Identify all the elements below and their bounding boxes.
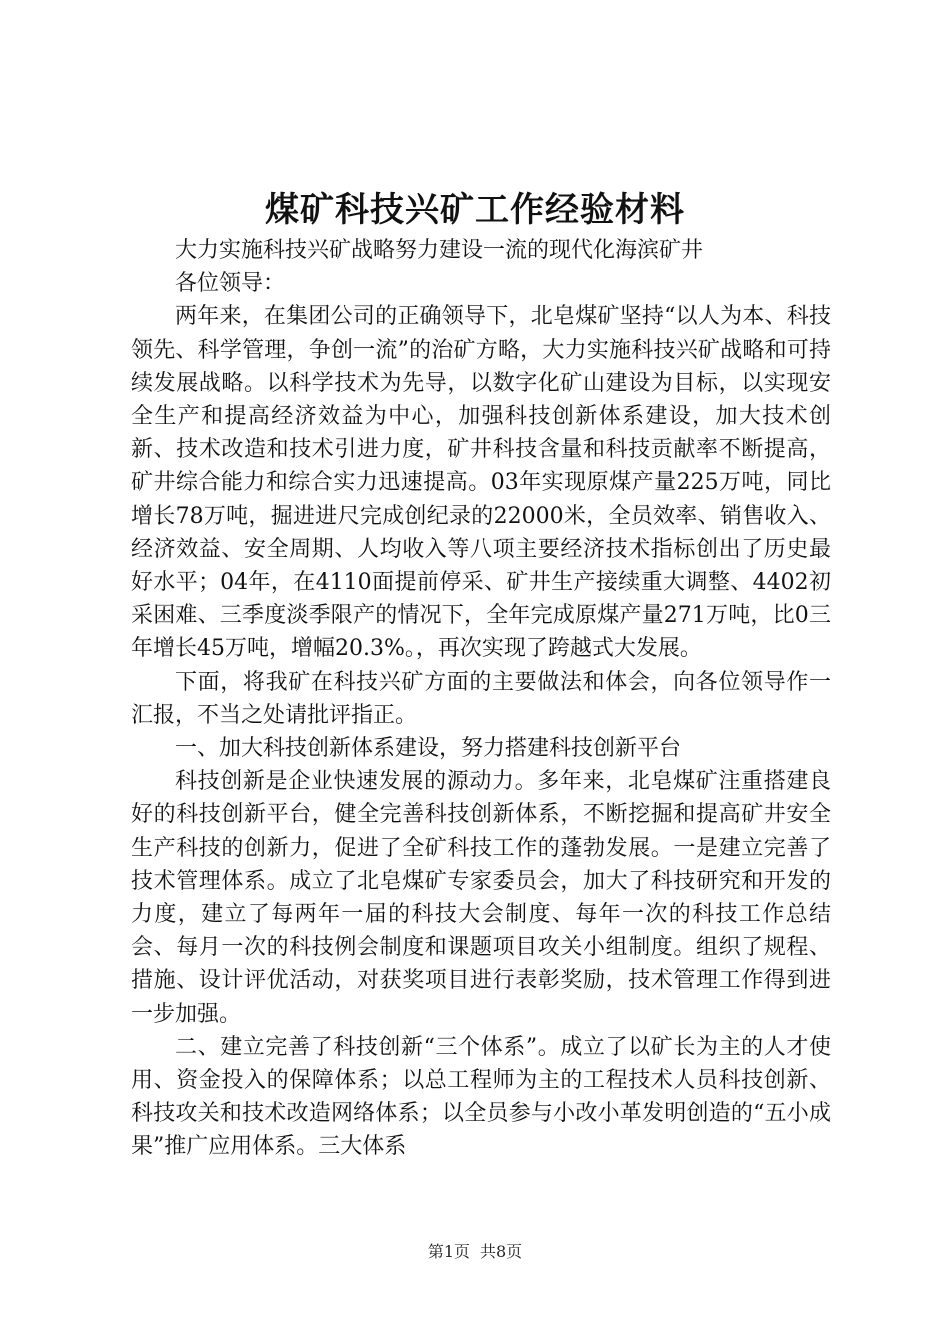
page-number: 第1页 bbox=[427, 1242, 470, 1261]
body-paragraph: 科技创新是企业快速发展的源动力。多年来，北皂煤矿注重搭建良好的科技创新平台，健全完善科技创新体系，不断挖掘和提高矿井安全生产科技的创新力，促进了全矿科技工作的蓬勃发展。一是建立完善了技术管理体系。成立了北皂煤矿专家委员会，加大了科技研究和开发的力度，建立了每两年一届的科技大会制度、每年一次的科技工作总结会、每月一次的科技例会制度和课题项目攻关小组制度。组织了规程、措施、设计评优活动，对获奖项目进行表彰奖励，技术管理工作得到进一步加强。 bbox=[131, 769, 831, 1027]
document-title: 煤矿科技兴矿工作经验材料 bbox=[265, 190, 685, 230]
salutation-paragraph: 各位领导： bbox=[175, 271, 286, 297]
section-heading: 一、加大科技创新体系建设，努力搭建科技创新平台 bbox=[175, 736, 682, 762]
page-total: 共8页 bbox=[480, 1242, 523, 1261]
document-body bbox=[131, 234, 831, 1164]
page-footer bbox=[0, 1240, 950, 1264]
body-paragraph: 两年来，在集团公司的正确领导下，北皂煤矿坚持“以人为本、科技领先、科学管理，争创一流”的治矿方略，大力实施科技兴矿战略和可持续发展战略。以科学技术为先导，以数字化矿山建设为目标，以实现安全生产和提高经济效益为中心，加强科技创新体系建设，加大技术创新、技术改造和技术引进力度，矿井科技含量和科技贡献率不断提高，矿井综合能力和综合实力迅速提高。03年实现原煤产量225万吨，同比增长78万吨，掘进进尺完成创纪录的22000米，全员效率、销售收入、经济效益、安全周期、人均收入等八项主要经济技术指标创出了历史最好水平；04年，在4110面提前停采、矿井生产接续重大调整、4402初采困难、三季度淡季限产的情况下，全年完成原煤产量271万吨，比0三年增长45万吨，增幅20.3%。，再次实现了跨越式大发展。 bbox=[131, 304, 831, 662]
subtitle-paragraph: 大力实施科技兴矿战略努力建设一流的现代化海滨矿井 bbox=[175, 238, 704, 263]
body-paragraph: 二、建立完善了科技创新“三个体系”。成立了以矿长为主的人才使用、资金投入的保障体系；以总工程师为主的工程技术人员科技创新、科技攻关和技术改造网络体系；以全员参与小改小革发明创造的“五小成果”推广应用体系。三大体系 bbox=[131, 1034, 831, 1160]
body-paragraph: 下面，将我矿在科技兴矿方面的主要做法和体会，向各位领导作一汇报，不当之处请批评指正。 bbox=[131, 669, 831, 728]
